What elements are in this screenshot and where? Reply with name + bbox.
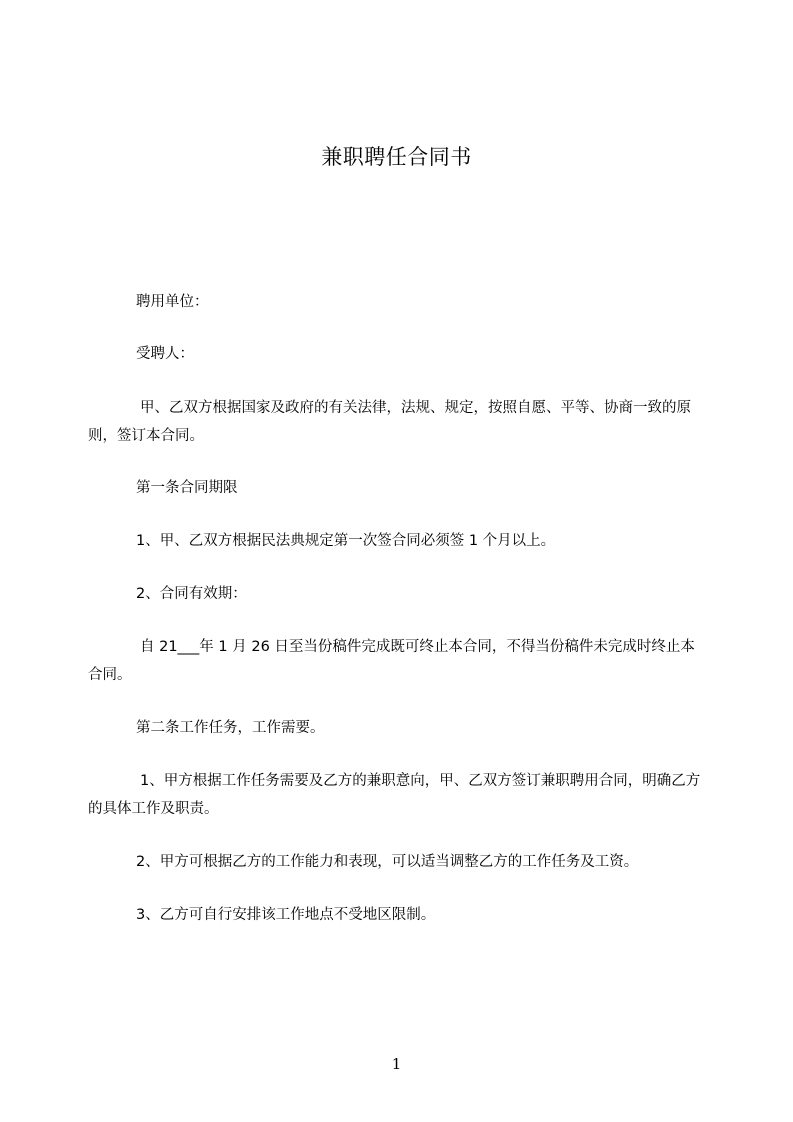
employer-field: 聘用单位： — [136, 294, 209, 310]
preamble-paragraph: 甲、乙双方根据国家及政府的有关法律，法规、规定，按照自愿、平等、协商一致的原则，签订本合同。 — [88, 400, 691, 444]
document-title: 兼职聘任合同书 — [321, 145, 472, 169]
article-heading: 第一条合同期限 — [136, 480, 238, 496]
clause-paragraph: 2、甲方可根据乙方的工作能力和表现，可以适当调整乙方的工作任务及工资。 — [136, 854, 639, 870]
clause-paragraph: 3、乙方可自行安排该工作地点不受地区限制。 — [136, 907, 436, 923]
employee-field: 受聘人： — [136, 346, 194, 362]
clause-paragraph: 2、合同有效期： — [136, 586, 247, 602]
page-number: 1 — [391, 1055, 402, 1073]
clause-paragraph: 自 21___年 1 月 26 日至当份稿件完成既可终止本合同，不得当份稿件未完成时终止本合同。 — [88, 639, 695, 683]
clause-paragraph: 1、甲方根据工作任务需要及乙方的兼职意向，甲、乙双方签订兼职聘用合同，明确乙方的具体工作及职责。 — [88, 773, 701, 817]
article-heading: 第二条工作任务，工作需要。 — [136, 720, 325, 736]
clause-paragraph: 1、甲、乙双方根据民法典规定第一次签合同必须签 1 个月以上。 — [136, 533, 556, 549]
